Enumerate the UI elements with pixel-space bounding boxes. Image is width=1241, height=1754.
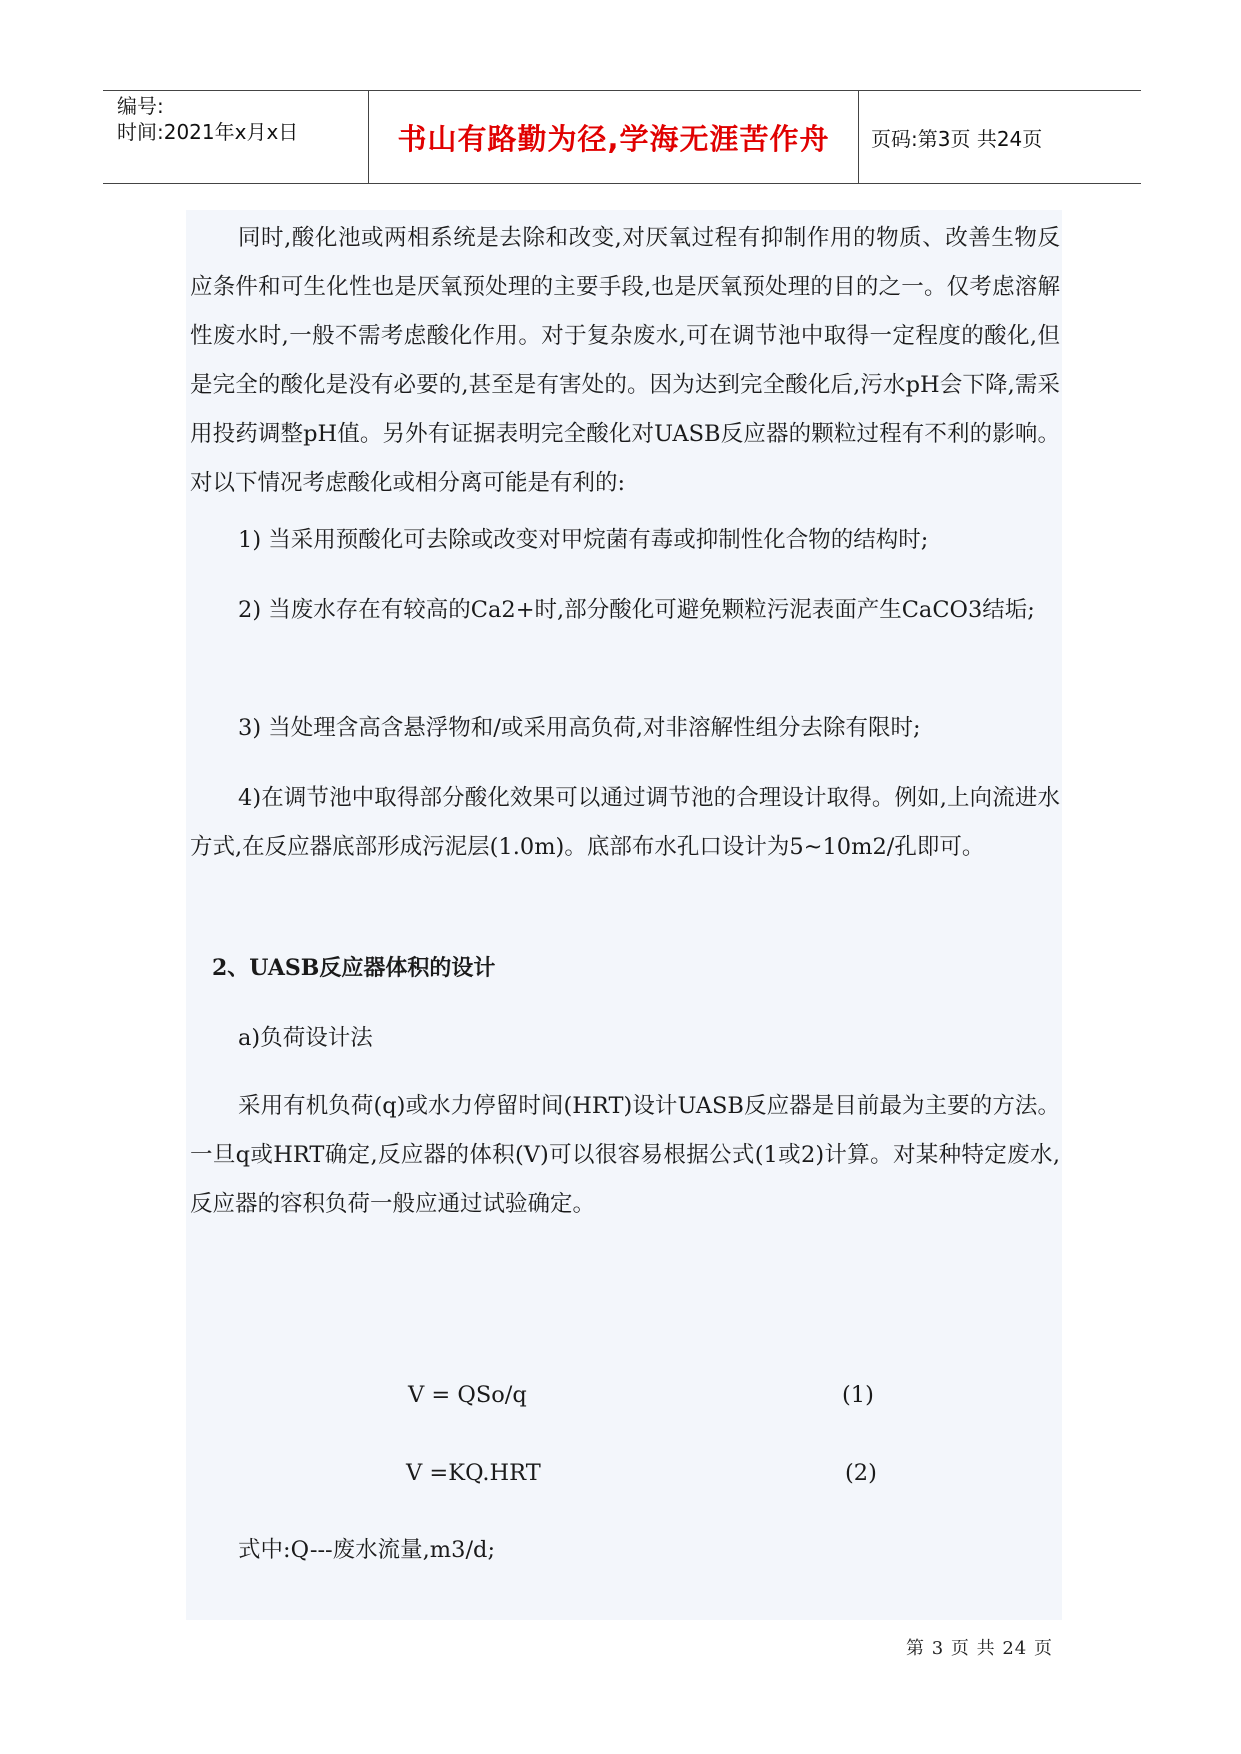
subheading-load-design: a)负荷设计法 — [238, 1025, 373, 1051]
list-item-2: 2) 当废水存在有较高的Ca2+时,部分酸化可避免颗粒污泥表面产生CaCO3结垢; — [238, 597, 1035, 623]
paragraph-acidification: 同时,酸化池或两相系统是去除和改变,对厌氧过程有抑制作用的物质、改善生物反应条件和可生化性也是厌氧预处理的主要手段,也是厌氧预处理的目的之一。仅考虑溶解性废水时,一般不需考虑酸化作用。对于复杂废水,可在调节池中取得一定程度的酸化,但是完全的酸化是没有必要的,甚至是有害处的。因为达到完全酸化后,污水pH会下降,需采用投药调整pH值。另外有证据表明完全酸化对UASB反应器的颗粒过程有不利的影响。对以下情况考虑酸化或相分离可能是有利的: — [190, 225, 1060, 496]
formula-2-number: (2) — [845, 1460, 877, 1486]
list-item-3: 3) 当处理含高含悬浮物和/或采用高负荷,对非溶解性组分去除有限时; — [238, 715, 921, 741]
where-definition: 式中:Q---废水流量,m3/d; — [238, 1537, 496, 1563]
number-label: 编号: — [117, 94, 164, 118]
header-motto: 书山有路勤为径,学海无涯苦作舟 — [369, 91, 859, 183]
page-header — [103, 90, 1141, 184]
list-item-4: 4)在调节池中取得部分酸化效果可以通过调节池的合理设计取得。例如,上向流进水方式,在反应器底部形成污泥层(1.0m)。底部布水孔口设计为5~10m2/孔即可。 — [190, 785, 1060, 860]
paragraph-load-design: 采用有机负荷(q)或水力停留时间(HRT)设计UASB反应器是目前最为主要的方法。一旦q或HRT确定,反应器的体积(V)可以很容易根据公式(1或2)计算。对某种特定废水,反应器的容积负荷一般应通过试验确定。 — [190, 1093, 1060, 1217]
section-heading: 2、UASB反应器体积的设计 — [212, 955, 496, 981]
footer-page-number: 第 3 页 共 24 页 — [906, 1638, 1053, 1659]
time-label: 时间:2021年x月x日 — [117, 120, 299, 144]
header-meta — [103, 91, 369, 183]
formula-1-number: (1) — [842, 1382, 874, 1408]
formula-1: V = QSo/q — [408, 1382, 527, 1408]
formula-2: V =KQ.HRT — [406, 1460, 541, 1486]
list-item-1: 1) 当采用预酸化可去除或改变对甲烷菌有毒或抑制性化合物的结构时; — [238, 527, 929, 553]
header-page-number: 页码:第3页 共24页 — [871, 126, 1043, 151]
